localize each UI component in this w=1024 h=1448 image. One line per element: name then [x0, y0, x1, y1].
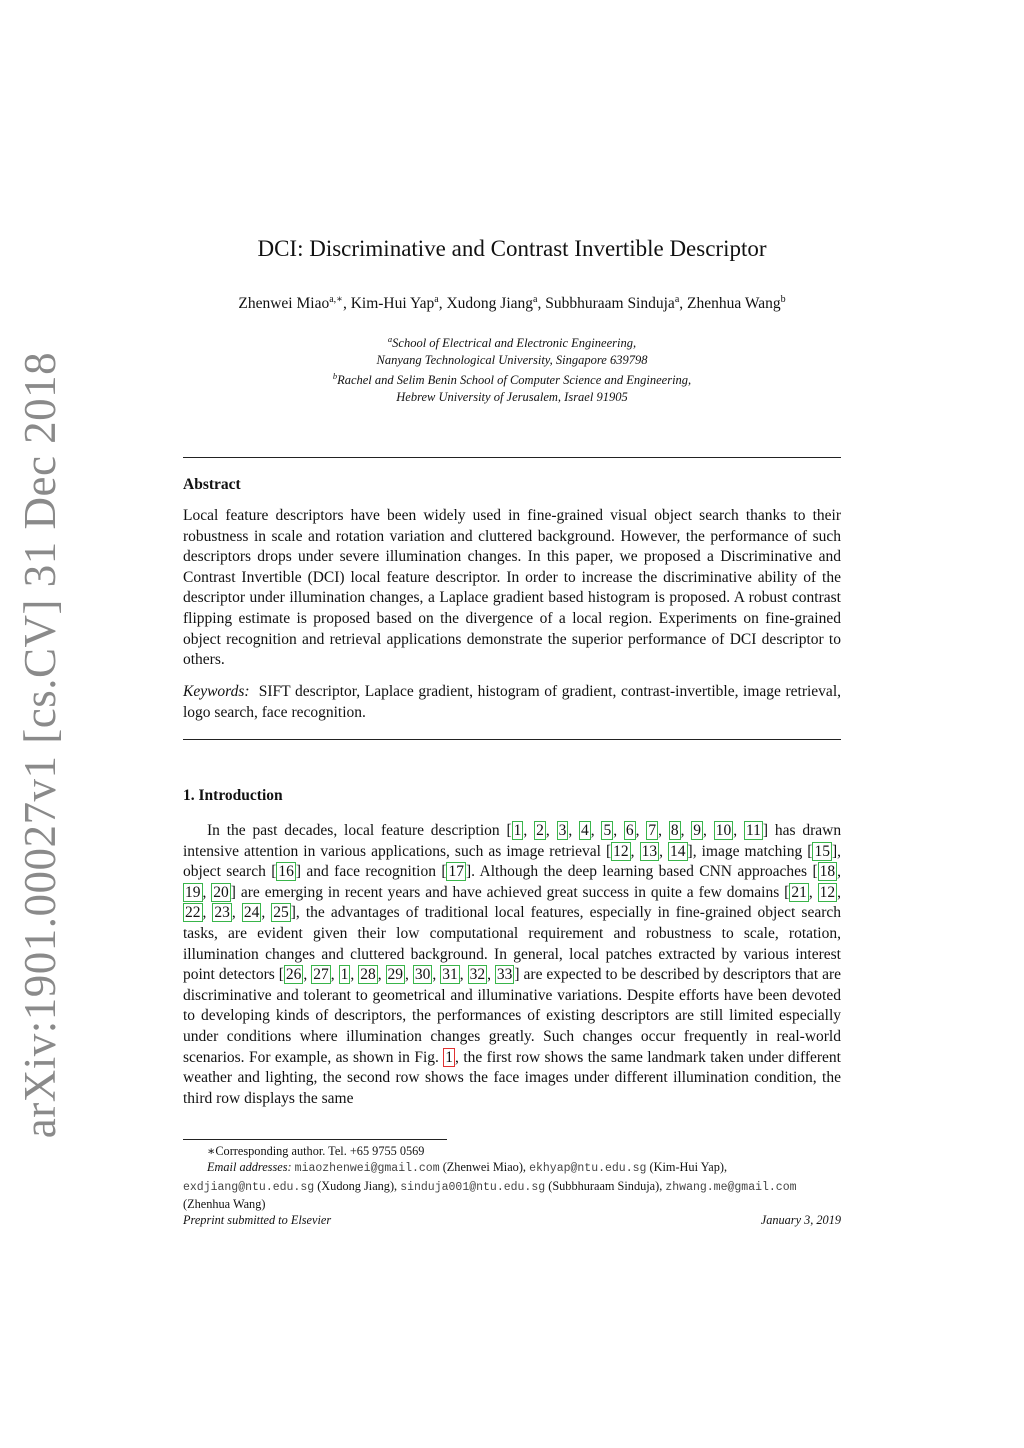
email-addresses: Email addresses: miaozhenwei@gmail.com (Zhenwei Miao), ekhyap@ntu.edu.sg (Kim-Hui Yap), exdjiang@ntu.edu.sg (Xudong Jiang), sinduja001@ntu.edu.sg (Subbhuraam Sinduja), zhwang.me@gmail.com (Zhenhua Wang): [183, 1160, 797, 1211]
footnote-rule: [183, 1139, 447, 1140]
email-link[interactable]: zhwang.me@gmail.com: [665, 1180, 797, 1194]
figure-1-link[interactable]: 1: [445, 1048, 454, 1066]
section-heading-introduction: 1. Introduction: [183, 787, 283, 804]
citation-link[interactable]: 24: [243, 904, 260, 922]
abstract-bottom-rule: [183, 739, 841, 740]
keywords-text: SIFT descriptor, Laplace gradient, histogram of gradient, contrast-invertible, image retrieval, logo search, face recognition.: [183, 683, 841, 721]
citation-link[interactable]: 22: [185, 904, 201, 922]
email-link[interactable]: ekhyap@ntu.edu.sg: [529, 1162, 647, 1176]
citation-link[interactable]: 4: [581, 822, 589, 839]
citation-link[interactable]: 29: [387, 966, 404, 984]
email-link[interactable]: miaozhenwei@gmail.com: [294, 1162, 440, 1176]
author-affil-marker: a: [434, 294, 439, 305]
author: Zhenwei Miao: [238, 295, 330, 313]
citation-link[interactable]: 7: [648, 822, 657, 839]
citation-link[interactable]: 8: [670, 822, 679, 839]
citation-link[interactable]: 23: [214, 904, 230, 922]
citation-link[interactable]: 21: [791, 883, 807, 901]
citation-link[interactable]: 12: [819, 883, 836, 901]
citation-link[interactable]: 33: [496, 966, 513, 984]
introduction-paragraph: In the past decades, local feature description [ 1 , 2 , 3 , 4 , 5 , 6 , 7 , 8 , 9 , 10 , 11 ] has drawn intensive attention in various applications, such as image retrieval [ 12 , 13 , 14 ], image matching [ 15 ], object search [ 16 ] and face recognition [ 17 ]. Although the deep learning based CNN approaches [ 18 , 19 , 20 ] are emerging in recent years and have achieved great success in quite a few domains [ 21 , 12 , 22 , 23 , 24 , 25 ], the advantages of traditional local features, especially in fine-grained object search tasks, are evident given their low computational requirement and robustness to scale, rotation, illumination changes and cluttered background. In general, local patches extracted by various interest point detectors [ 26 , 27 , 1 , 28 , 29 , 30 , 31 , 32 , 33 ] are expected to be described by descriptors that are discriminative and tolerant to geometrical and illuminative variations. Despite efforts have been devoted to developing kinds of descriptors, the performances of existing descriptors are still limited especially under conditions where illumination changes greatly. Such changes occur frequently in real-world scenarios. For example, as shown in Fig. 1 , the first row shows the same landmark taken under different weather and lighting, the second row shows the face images under different illumination condition, the third row displays the same: [183, 822, 842, 1107]
citation-link[interactable]: 3: [558, 822, 567, 839]
affiliation-a-line2: Nanyang Technological University, Singapore 639798: [376, 352, 648, 367]
citation-link[interactable]: 19: [185, 883, 201, 901]
citation-link[interactable]: 27: [313, 966, 329, 984]
citation-link[interactable]: 12: [613, 842, 629, 860]
author: Zhenhua Wang: [687, 295, 781, 313]
affiliation-a-line1: $^a$School of Electrical and Electronic Engineering,: [387, 334, 637, 351]
author-affil-marker: a: [674, 294, 680, 305]
citation-link[interactable]: 31: [442, 966, 458, 984]
citation-link[interactable]: 28: [360, 966, 376, 984]
abstract-text: Local feature descriptors have been widely used in fine-grained visual object search thanks to their robustness in scale and rotation variation and cluttered background. However, the performance of such descriptors drops under severe illumination changes. In this paper, we proposed a Discriminative and Contrast Invertible (DCI) local feature descriptor. In order to increase the discriminative ability of the descriptor under illumination changes, a Laplace gradient based histogram is proposed. A robust contrast flipping estimate is proposed based on the divergence of a local region. Experiments on fine-grained object recognition and retrieval applications demonstrate the superior performance of DCI descriptor to others.: [183, 507, 841, 669]
author-list: Zhenwei Miao$^{a,∗}$, Kim-Hui Yap$^a$, Xudong Jiang$^a$, Subbhuraam Sinduja$^a$, Zhenhua Wang$^b$: [238, 294, 786, 313]
author-affil-marker: b: [780, 294, 786, 305]
affiliations: [0, 331, 1024, 405]
citation-link[interactable]: 2: [536, 822, 544, 839]
paper-title: DCI: Discriminative and Contrast Invertible Descriptor: [257, 236, 767, 261]
footer-preprint-note: Preprint submitted to Elsevier: [183, 1213, 332, 1227]
affiliation-b-line1: $^b$Rachel and Selim Benin School of Computer Science and Engineering,: [332, 371, 692, 388]
citation-link[interactable]: 18: [819, 863, 836, 881]
citation-link[interactable]: 9: [693, 822, 702, 839]
citation-link[interactable]: 26: [285, 966, 302, 984]
page-footer: [183, 1213, 841, 1228]
arxiv-identifier: arXiv:1901.00027v1 [cs.CV] 31 Dec 2018: [15, 351, 65, 1139]
citation-link[interactable]: 1: [340, 966, 349, 984]
citation-link[interactable]: 6: [625, 822, 634, 839]
citation-link[interactable]: 25: [273, 904, 289, 922]
author: Kim-Hui Yap: [350, 295, 435, 313]
citation-link[interactable]: 11: [745, 822, 761, 839]
author-affil-marker: a,∗: [329, 294, 343, 305]
email-link[interactable]: exdjiang@ntu.edu.sg: [183, 1180, 315, 1194]
citation-link[interactable]: 13: [641, 842, 658, 860]
author: Subbhuraam Sinduja: [545, 295, 675, 313]
author-affil-marker: a: [533, 294, 538, 305]
affiliation-b-line2: Hebrew University of Jerusalem, Israel 91905: [396, 389, 628, 404]
citation-link[interactable]: 14: [670, 842, 686, 860]
author: Xudong Jiang: [446, 295, 534, 313]
citation-link[interactable]: 32: [469, 966, 486, 984]
citation-link[interactable]: 1: [513, 822, 522, 839]
corresponding-author-note: ∗Corresponding author. Tel. +65 9755 0569: [207, 1144, 425, 1158]
citation-link[interactable]: 17: [448, 863, 464, 881]
keywords-label: Keywords:: [183, 683, 250, 700]
keywords: [183, 682, 841, 723]
citation-link[interactable]: 30: [414, 966, 431, 984]
citation-link[interactable]: 16: [278, 863, 294, 881]
footer-date: January 3, 2019: [760, 1213, 841, 1227]
email-link[interactable]: sinduja001@ntu.edu.sg: [400, 1180, 546, 1194]
citation-link[interactable]: 10: [715, 822, 732, 839]
citation-link[interactable]: 15: [814, 842, 830, 860]
citation-link[interactable]: 5: [603, 822, 612, 839]
abstract-top-rule: [183, 457, 841, 458]
abstract-heading: Abstract: [183, 476, 241, 493]
arxiv-sidebar: [10, 351, 70, 1139]
citation-link[interactable]: 20: [213, 883, 229, 901]
footnotes: [183, 1143, 841, 1212]
